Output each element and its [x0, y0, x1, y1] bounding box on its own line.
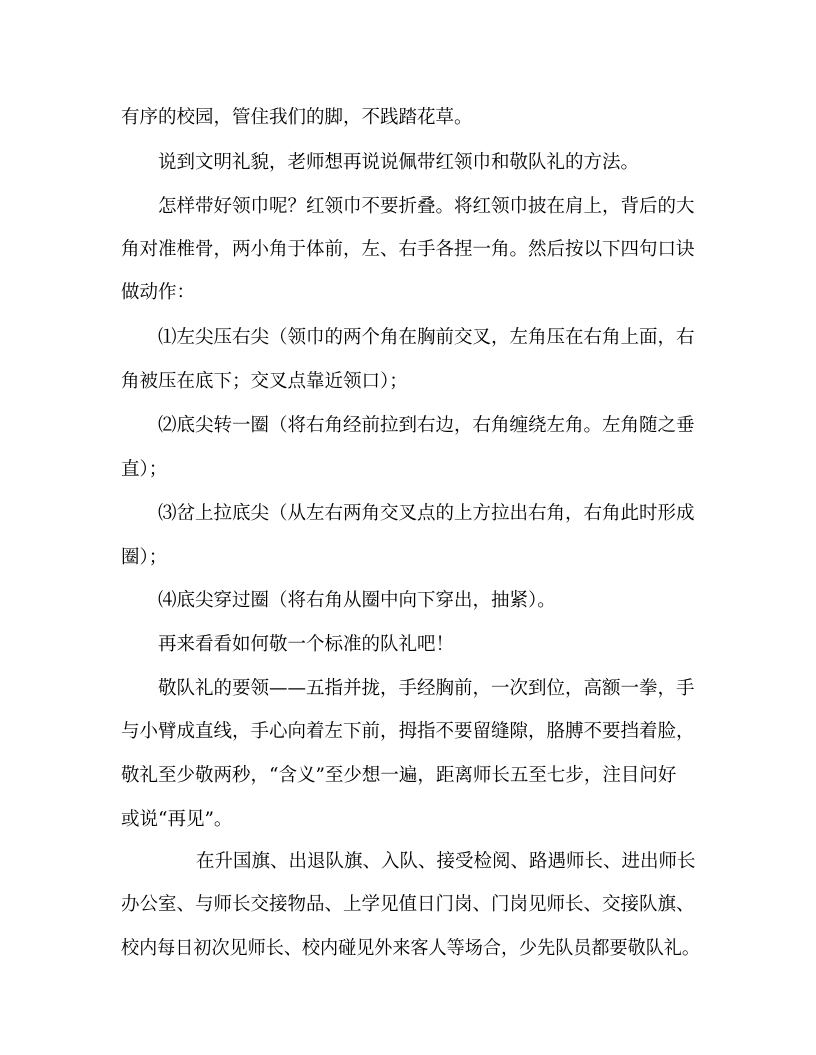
text-line: 做动作： — [121, 282, 196, 303]
text-line: ⑴左尖压右尖（领巾的两个角在胸前交叉，左角压在右角上面，右 — [158, 327, 695, 348]
text-line: 有序的校园，管住我们的脚，不践踏花草。 — [121, 107, 473, 128]
text-line: 再来看看如何敬一个标准的队礼吧！ — [158, 634, 455, 655]
text-line: 校内每日初次见师长、校内碰见外来客人等场合，少先队员都要敬队礼。 — [121, 938, 700, 959]
text-line: 角对准椎骨，两小角于体前，左、右手各捏一角。然后按以下四句口诀 — [121, 239, 695, 260]
text-line: ⑶岔上拉底尖（从左右两角交叉点的上方拉出右角，右角此时形成 — [158, 503, 695, 524]
text-line: 与小臂成直线，手心向着左下前，拇指不要留缝隙，胳膊不要挡着脸， — [121, 721, 695, 742]
text-line: ⑷底尖穿过圈（将右角从圈中向下穿出，抽紧）。 — [158, 590, 556, 611]
text-line: 怎样带好领巾呢？红领巾不要折叠。将红领巾披在肩上，背后的大 — [158, 196, 695, 217]
text-line: 办公室、与师长交接物品、上学见值日门岗、门岗见师长、交接队旗、 — [121, 894, 695, 915]
text-line: 角被压在底下；交叉点靠近领口）； — [121, 371, 408, 392]
text-line: 或说“再见”。 — [121, 809, 233, 830]
text-line: 敬礼至少敬两秒，“含义”至少想一遍，距离师长五至七步，注目问好 — [121, 765, 677, 786]
text-line: 直）； — [121, 459, 168, 480]
text-line: 敬队礼的要领——五指并拢，手经胸前，一次到位，高额一拳，手 — [158, 678, 695, 699]
text-line: 在升国旗、出退队旗、入队、接受检阅、路遇师长、进出师长 — [196, 851, 696, 872]
text-line: 说到文明礼貌，老师想再说说佩带红领巾和敬队礼的方法。 — [158, 152, 640, 173]
text-line: ⑵底尖转一圈（将右角经前拉到右边，右角缠绕左角。左角随之垂 — [158, 415, 695, 436]
text-line: 圈）； — [121, 547, 168, 568]
